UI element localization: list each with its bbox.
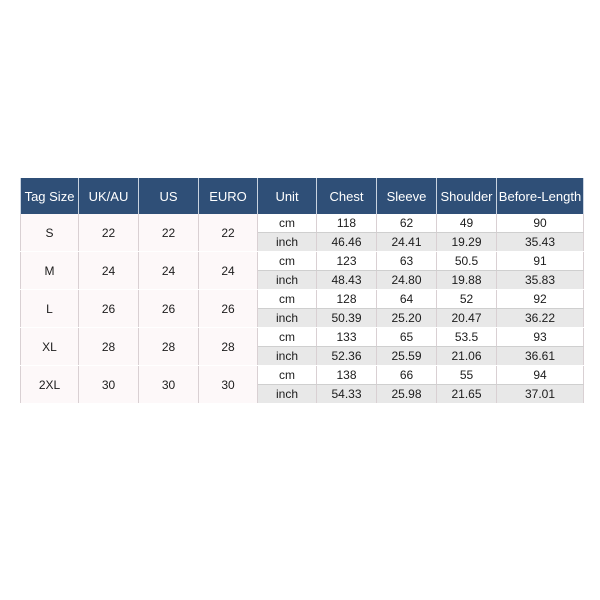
chest-cell: 123 [317,252,377,271]
us-cell: 26 [139,290,199,328]
euro-cell: 26 [199,290,258,328]
size-chart-body [21,214,584,404]
before-length-cell: 35.83 [497,271,584,290]
sleeve-cell: 63 [377,252,437,271]
euro-cell: 28 [199,328,258,366]
sleeve-cell: 25.20 [377,309,437,328]
shoulder-cell: 55 [437,366,497,385]
header-us: US [139,178,199,214]
sleeve-cell: 66 [377,366,437,385]
shoulder-cell: 53.5 [437,328,497,347]
unit-cell: inch [258,271,317,290]
sleeve-cell: 65 [377,328,437,347]
before-length-cell: 91 [497,252,584,271]
size-row-cm [21,252,584,271]
header-tag-size: Tag Size [21,178,79,214]
tag-size-cell: M [21,252,79,290]
shoulder-cell: 21.65 [437,385,497,404]
shoulder-cell: 19.29 [437,233,497,252]
header-shoulder: Shoulder [437,178,497,214]
chest-cell: 128 [317,290,377,309]
us-cell: 30 [139,366,199,404]
before-length-cell: 92 [497,290,584,309]
euro-cell: 24 [199,252,258,290]
header-uk-au: UK/AU [79,178,139,214]
sleeve-cell: 24.41 [377,233,437,252]
unit-cell: cm [258,290,317,309]
euro-cell: 30 [199,366,258,404]
before-length-cell: 36.22 [497,309,584,328]
unit-cell: inch [258,385,317,404]
unit-cell: inch [258,233,317,252]
us-cell: 22 [139,214,199,252]
before-length-cell: 37.01 [497,385,584,404]
chest-cell: 133 [317,328,377,347]
shoulder-cell: 21.06 [437,347,497,366]
chest-cell: 54.33 [317,385,377,404]
us-cell: 28 [139,328,199,366]
size-row-cm [21,214,584,233]
header-unit: Unit [258,178,317,214]
unit-cell: cm [258,366,317,385]
sleeve-cell: 25.98 [377,385,437,404]
unit-cell: cm [258,214,317,233]
chest-cell: 50.39 [317,309,377,328]
unit-cell: inch [258,309,317,328]
header-before-length: Before-Length [497,178,584,214]
before-length-cell: 36.61 [497,347,584,366]
tag-size-cell: L [21,290,79,328]
uk-au-cell: 28 [79,328,139,366]
header-row [21,178,584,214]
chest-cell: 138 [317,366,377,385]
sleeve-cell: 62 [377,214,437,233]
unit-cell: cm [258,252,317,271]
before-length-cell: 94 [497,366,584,385]
sleeve-cell: 25.59 [377,347,437,366]
sleeve-cell: 64 [377,290,437,309]
unit-cell: cm [258,328,317,347]
size-chart-table [20,178,584,404]
shoulder-cell: 49 [437,214,497,233]
before-length-cell: 93 [497,328,584,347]
tag-size-cell: XL [21,328,79,366]
shoulder-cell: 50.5 [437,252,497,271]
sleeve-cell: 24.80 [377,271,437,290]
euro-cell: 22 [199,214,258,252]
chest-cell: 48.43 [317,271,377,290]
uk-au-cell: 30 [79,366,139,404]
before-length-cell: 90 [497,214,584,233]
uk-au-cell: 24 [79,252,139,290]
tag-size-cell: 2XL [21,366,79,404]
us-cell: 24 [139,252,199,290]
uk-au-cell: 26 [79,290,139,328]
uk-au-cell: 22 [79,214,139,252]
unit-cell: inch [258,347,317,366]
size-row-cm [21,328,584,347]
before-length-cell: 35.43 [497,233,584,252]
shoulder-cell: 20.47 [437,309,497,328]
size-row-cm [21,290,584,309]
header-sleeve: Sleeve [377,178,437,214]
chest-cell: 118 [317,214,377,233]
header-euro: EURO [199,178,258,214]
tag-size-cell: S [21,214,79,252]
chest-cell: 52.36 [317,347,377,366]
shoulder-cell: 19.88 [437,271,497,290]
shoulder-cell: 52 [437,290,497,309]
chest-cell: 46.46 [317,233,377,252]
size-row-cm [21,366,584,385]
header-chest: Chest [317,178,377,214]
size-chart-header [21,178,584,214]
